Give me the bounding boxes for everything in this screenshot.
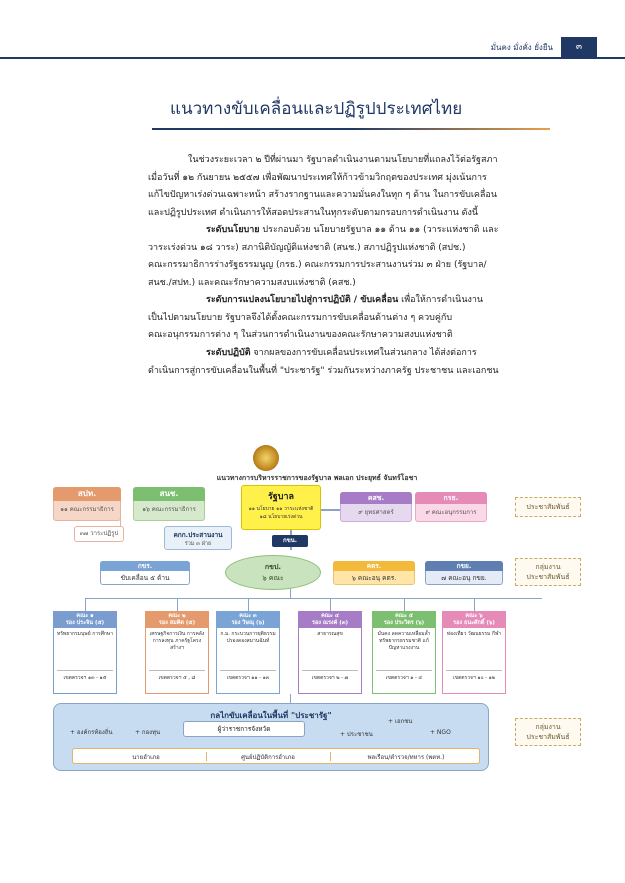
committee-head-line: คณะ ๔ <box>321 613 339 619</box>
paragraph-operational-level <box>148 345 550 380</box>
text-line: วาระเร่งด่วน ๑๘ วาระ) สภานิติบัญญัติแห่งชาติ (สนช.) สภาปฏิรูปแห่งชาติ (สปช.) <box>148 242 466 253</box>
text-line: สนช./สปท.) และคณะรักษาความสงบแห่งชาติ (คสช.) <box>148 277 356 288</box>
ktr-box <box>333 561 415 585</box>
ksch-box <box>340 492 412 522</box>
spt-label: สปท. <box>53 487 121 501</box>
paragraph-intro <box>148 152 550 222</box>
kbk-box <box>425 561 503 585</box>
committee-foot: เขตตรวจฯ ๑๓ - ๑๕ <box>57 670 113 682</box>
page-number: ๓ <box>561 37 597 57</box>
pr-bottom-line2: ประชาสัมพันธ์ <box>526 733 570 741</box>
committee-6-head <box>443 612 505 628</box>
krt-box <box>415 492 487 522</box>
government-line2: ๑๘ นโยบายเร่งด่วน <box>259 514 303 520</box>
pr-box-bottom <box>515 718 581 746</box>
civil-police-military: พลเรือน/ตำรวจ/ทหาร (พตท.) <box>367 754 445 761</box>
kbp-sub: ๖ คณะ <box>262 574 284 582</box>
government-label: รัฐบาล <box>267 492 295 502</box>
coord-sub: ร่วม ๓ ฝ่าย <box>184 541 212 547</box>
ksch-label: คสช. <box>340 492 412 504</box>
operational-level-heading: ระดับปฏิบัติ <box>206 348 251 358</box>
committee-body: สาธารณสุข <box>317 631 343 637</box>
text-line: เมื่อวันที่ ๑๒ กันยายน ๒๕๕๗ เพื่อพัฒนาประเทศให้ก้าวข้ามวิกฤตของประเทศ มุ่งเน้นการ <box>148 172 487 183</box>
text-line: จากผลของการขับเคลื่อนประเทศในส่วนกลาง ได้ส่งต่อการ <box>250 348 477 358</box>
page-title: แนวทางขับเคลื่อนและปฏิรูปประเทศไทย <box>170 99 463 119</box>
text-line: ดำเนินการสู่การขับเคลื่อนในพื้นที่ "ประชารัฐ" ร่วมกันระหว่างภาครัฐ ประชาชน และเอกชน <box>148 365 499 376</box>
connector <box>290 588 291 598</box>
text-line: ในช่วงระยะเวลา ๒ ปีที่ผ่านมา รัฐบาลดำเนินงานตามนโยบายที่แถลงไว้ต่อรัฐสภา <box>188 155 498 165</box>
committee-3 <box>216 611 280 694</box>
connector <box>330 598 331 611</box>
committee-1 <box>53 611 117 694</box>
header-rule <box>0 57 625 59</box>
kbr-sub: ขับเคลื่อน ๕ ด้าน <box>120 574 170 582</box>
pr-bottom-line1: กลุ่มงาน <box>535 723 561 731</box>
plus-private: + เอกชน <box>388 718 413 725</box>
kbp-ellipse <box>225 555 321 590</box>
committee-body: ก.ม. กระบวนการยุติธรรม ปรองดองสมานฉันท์ <box>220 631 276 644</box>
krt-sub: ๙ คณะอนุกรรมการ <box>425 509 477 516</box>
snch-sub: ๑๖ คณะกรรมาธิการ <box>142 506 196 513</box>
committee-body: เศรษฐกิจการเงิน การคลังการลงทุน ภาครัฐโครงสร้างฯ <box>149 631 205 651</box>
committee-foot: เขตตรวจฯ ๑ - ๔ <box>376 670 432 682</box>
committee-head-line: รอง ประวิตร (๖) <box>383 620 425 626</box>
committee-2 <box>145 611 209 694</box>
spt-sub: ๑๑ คณะกรรมาธิการ <box>60 506 114 513</box>
text-line: แก้ไขปัญหาเร่งด่วนเฉพาะหน้า สร้างรากฐานและความมั่นคงในทุก ๆ ด้าน ในการขับเคลื่อน <box>148 190 497 200</box>
local-mechanism-title: กลไกขับเคลื่อนในพื้นที่ "ประชารัฐ" <box>210 711 332 720</box>
kbk-label: กขย. <box>425 561 503 571</box>
committee-4-head <box>299 612 361 628</box>
pr-box-middle <box>515 558 581 586</box>
divider <box>330 752 331 761</box>
connector <box>320 509 340 511</box>
plus-fund: + กองทุน <box>135 729 161 736</box>
committee-head-line: รอง ณรงค์ (๓) <box>312 620 348 626</box>
text-line: คณะกรรมาธิการร่างรัฐธรรมนูญ (กรธ.) คณะกรรมการประสานงานร่วม ๓ ฝ่าย (รัฐบาล/ <box>148 260 487 270</box>
committee-foot: เขตตรวจฯ ๕ , ๘ <box>149 670 205 682</box>
committee-head-line: คณะ ๕ <box>395 613 413 619</box>
committee-1-head <box>54 612 116 628</box>
committee-head-line: คณะ ๑ <box>76 613 94 619</box>
divider <box>206 752 207 761</box>
pr-middle-line1: กลุ่มงาน <box>535 563 561 571</box>
text-line: ประกอบด้วย นโยบายรัฐบาล ๑๑ ด้าน ๑๑ (วาระแห่งชาติ และ <box>259 225 499 235</box>
pr-middle-line2: ประชาสัมพันธ์ <box>526 573 570 581</box>
committee-head-line: รอง ธนะศักดิ์ (๖) <box>453 620 495 626</box>
committee-head-line: รอง วิษณุ (๖) <box>231 620 265 626</box>
title-underline <box>152 128 550 130</box>
krt-label: กรธ. <box>415 492 487 504</box>
plus-local-org: + องค์กรท้องถิ่น <box>70 729 113 736</box>
committee-6 <box>442 611 506 694</box>
text-line: และปฏิรูปประเทศ ดำเนินการให้สอดประสานในทุกระดับตามกรอบการดำเนินงาน ดังนี้ <box>148 207 479 218</box>
kbr-box <box>100 561 190 585</box>
connector <box>404 598 405 611</box>
governor-box: ผู้ว่าราชการจังหวัด <box>183 721 305 737</box>
district-ops-center: ศูนย์ปฏิบัติการอำเภอ <box>241 754 295 761</box>
text-line: เพื่อให้การดำเนินงาน <box>398 295 484 305</box>
coord-box <box>164 526 232 550</box>
text-line: เป็นไปตามนโยบาย รัฐบาลจึงได้ตั้งคณะกรรมการขับเคลื่อนด้านต่าง ๆ ควบคู่กับ <box>148 312 453 323</box>
committee-foot: เขตตรวจฯ ๑๐ - ๑๒ <box>446 670 502 682</box>
committee-foot: เขตตรวจฯ ๒ - ๗ <box>302 670 358 682</box>
ktr-label: คตร. <box>333 561 415 571</box>
pr-box-top: ประชาสัมพันธ์ <box>515 497 581 517</box>
plus-ngo: + NGO <box>430 729 451 736</box>
government-line1: ๑๑ นโยบาย ๑๑ วาระแห่งชาติ <box>248 506 314 512</box>
emblem-icon <box>253 445 279 471</box>
ksch-sub: ๙ ยุทธศาสตร์ <box>358 509 394 516</box>
committee-head-line: คณะ ๓ <box>239 613 257 619</box>
policy-level-heading: ระดับนโยบาย <box>206 225 260 235</box>
committee-4 <box>298 611 362 694</box>
committee-head-line: คณะ ๒ <box>168 613 186 619</box>
snch-label: สนช. <box>133 487 205 501</box>
government-box <box>241 485 321 530</box>
diagram-heading: แนวทางการบริหารราชการของรัฐบาล พลเอก ประยุทธ์ จันทร์โอชา <box>216 474 418 482</box>
connector <box>474 598 475 611</box>
coord-label: คกก.ประสานงาน <box>173 531 223 539</box>
text-line: คณะอนุกรรมการต่าง ๆ ในส่วนการดำเนินงานของคณะรักษาความสงบแห่งชาติ <box>148 330 453 340</box>
committee-head-line: รอง ประจิน (๕) <box>65 620 105 626</box>
committee-foot: เขตตรวจฯ ๑๑ - ๑๓ <box>220 670 276 682</box>
connector <box>177 598 178 611</box>
committee-head-line: คณะ ๖ <box>465 613 483 619</box>
district-chief: นายอำเภอ <box>132 754 160 761</box>
snch-box <box>133 487 205 521</box>
committee-5 <box>372 611 436 694</box>
committee-body: มั่นคง ลดความเหลื่อมล้ำ ทรัพยากรธรรมชาติ แก้ปัญหาแรงงาน <box>377 631 431 651</box>
committee-body: ท่องเที่ยว วัฒนธรรม กีฬา <box>446 631 502 637</box>
connector <box>248 598 249 611</box>
kbr-label: กขร. <box>100 561 190 571</box>
committee-body: ทรัพยากรมนุษย์ การศึกษา <box>56 631 114 637</box>
kbk-sub: ๗ คณะอนุ กขย. <box>441 574 487 582</box>
spt-note: ๓๗ วาระปฏิรูป <box>74 526 124 542</box>
paragraph-policy-level <box>148 222 550 292</box>
committee-head-line: รอง สมคิด (๕) <box>158 620 196 626</box>
connector <box>85 598 86 611</box>
plus-people: + ประชาชน <box>340 731 373 738</box>
committee-2-head <box>146 612 208 628</box>
spt-box <box>53 487 121 521</box>
header-tagline: มั่นคง มั่งคั่ง ยั่งยืน <box>490 43 553 52</box>
kbn-box: กขน. <box>272 535 308 547</box>
committee-5-head <box>373 612 435 628</box>
paragraph-implementation-level <box>148 292 550 345</box>
committee-3-head <box>217 612 279 628</box>
kbp-label: กขป. <box>264 563 282 571</box>
ktr-sub: ๖ คณะอนุ คตร. <box>351 574 397 582</box>
implementation-level-heading: ระดับการแปลงนโยบายไปสู่การปฏิบัติ / ขับเคลื่อน <box>206 295 399 305</box>
